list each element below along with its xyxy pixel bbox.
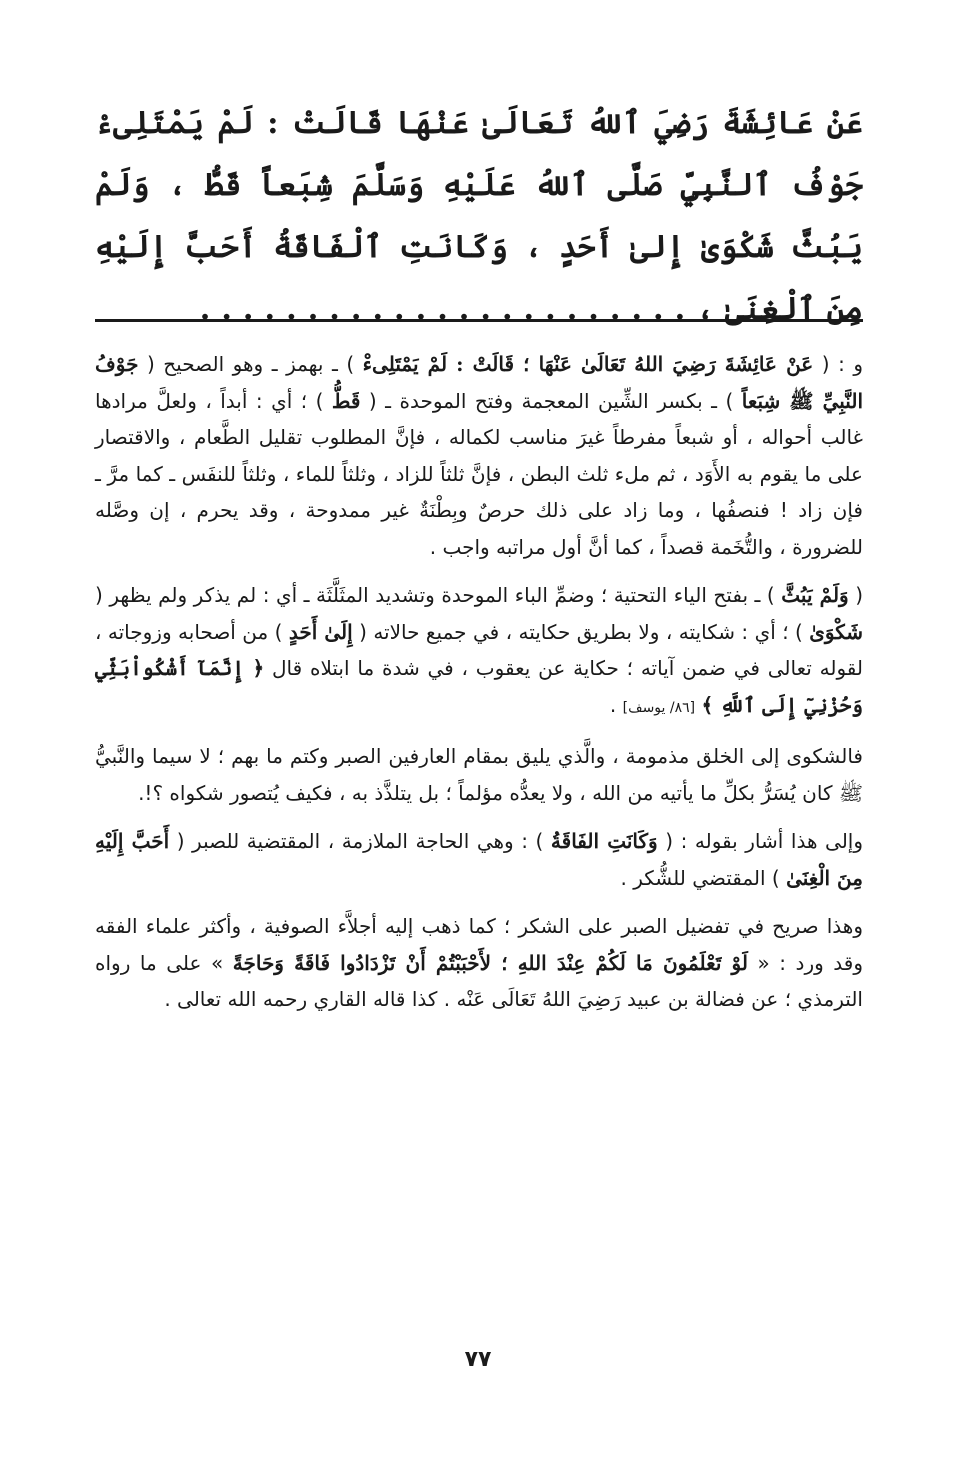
p3-text: فالشكوى إلى الخلق مذمومة ، والَّذي يليق بمقام العارفين الصبر وكتم ما بهم ؛ لا سيما والنَّبيُّ ﷺ كان يُسَرُّ بكلِّ ما يأتيه من الله ، ولا يعدُّه مؤلماً ؛ بل يتلذَّذ به ، فكيف يُتصور شكواه ؟!. bbox=[95, 744, 863, 805]
p4-quote-b: وَكَانَتِ الفَاقَةُ bbox=[550, 829, 658, 853]
p1-quote-d: جَوْفُ النَّبِيِّ ﷺ شِبَعاً bbox=[95, 352, 863, 413]
p1-quote-b: عَنْ عَائِشَةَ رَضِيَ اللهُ تَعَالَىٰ عَنْهَا ؛ قَالَتْ : لَمْ يَمْتَلِىءْ bbox=[362, 352, 814, 376]
commentary-paragraph-5 bbox=[95, 908, 863, 1018]
commentary-paragraph-2 bbox=[95, 577, 863, 726]
p2-text-a: ( bbox=[855, 583, 864, 607]
p5-text-c: » على ما رواه الترمذي ؛ عن فضالة بن عبيد رَضِيَ اللهُ تَعَالَى عَنْه . كذا قاله القاري رحمه الله تعالى . bbox=[95, 950, 863, 1011]
p1-text-a: و : ( bbox=[821, 352, 863, 376]
hadith-text: عَنْ عَائِشَةَ رَضِيَ ٱللهُ تَعَالَىٰ عَنْهَا قَالَتْ : لَمْ يَمْتَلِىءْ جَوْفُ ٱلنَّبِيِّ صَلَّى ٱللهُ عَلَيْهِ وَسَلَّمَ شِبَعاً قَطُّ ، وَلَمْ يَبُثَّ شَكْوَىٰ إِلىٰ أَحَدٍ ، وَكَانَتِ ٱلْفَاقَةُ أَحَبَّ إِلَيْهِ مِنَ ٱلْغِنَىٰ ، . . . . . . . . . . . . . . . . . . . . . . . bbox=[95, 105, 863, 327]
p5-hadith-quote: لَوْ تَعْلَمُونَ مَا لَكُمْ عِنْدَ اللهِ ؛ لأَحْبَبْتُمْ أَنْ تَزْدَادُوا فَاقَةً وَحَاجَةً bbox=[232, 950, 748, 975]
p2-text-e: ) ؛ أي : شكايته ، ولا بطريق حكايته ، في جميع حالاته ( bbox=[359, 619, 803, 644]
page-number: ٧٧ bbox=[464, 1347, 492, 1372]
p5-text-a: وهذا صريح في تفضيل الصبر على الشكر ؛ كما ذهب إليه أجلاَّء الصوفية ، وأكثر علماء الفقه وقد ورد : « bbox=[95, 914, 864, 975]
commentary-paragraph-1 bbox=[95, 346, 863, 565]
p2-verse-reference: [٨٦/ يوسف] bbox=[622, 699, 696, 716]
p4-text-a: وإلى هذا أشار بقوله : ( bbox=[665, 829, 864, 853]
separator-rule bbox=[95, 319, 863, 322]
commentary-block bbox=[95, 346, 863, 1030]
p1-text-c: ) ـ بهمز ـ وهو الصحيح ( bbox=[146, 352, 355, 376]
p4-text-e: ) المقتضي للشُّكر . bbox=[620, 865, 780, 890]
p2-text-g: ) من أصحابه وزوجاته ، لقوله تعالى في ضمن آياته ؛ حكاية عن يعقوب ، في شدة ما ابتلاه قال bbox=[95, 619, 863, 680]
p2-text-j: . bbox=[609, 692, 617, 717]
matn-block bbox=[95, 92, 863, 340]
p1-text-e: ) ـ بكسر الشِّين المعجمة وفتح الموحدة ـ ( bbox=[368, 388, 734, 413]
commentary-paragraph-4 bbox=[95, 823, 863, 896]
p2-quote-d: شَكْوَىٰ bbox=[809, 619, 864, 644]
p4-text-c: ) : وهي الحاجة الملازمة ، المقتضية للصبر ( bbox=[176, 829, 544, 853]
commentary-paragraph-3 bbox=[95, 738, 863, 811]
p2-quote-b: وَلَمْ يَبُثَّ bbox=[781, 583, 849, 607]
p2-quote-f: إِلَىٰ أَحَدٍ bbox=[288, 619, 353, 644]
p1-quote-f: قَطُّ bbox=[331, 388, 361, 413]
p1-text-g: ) ؛ أي : أبداً ، ولعلَّ مرادها غالب أحواله ، أو شبعاً مفرطاً غيرَ مناسب لكماله ، فإنَّ المطلوب تقليل الطَّعام ، والاقتصار على ما يقوم به الأَوَد ، ثم ملء ثلث البطن ، فإنَّ ثلثاً للزاد ، وثلثاً للماء ، وثلثاً للنفَس ـ كما مرَّ ـ فإن زاد ! فنصفُها ، وما زاد على ذلك حرصٌ وبِطْنَةٌ غير ممدوحة ، وقد يحرم ، إن وصَّله للضرورة ، والتُّخَمة قصداً ، كما أنَّ أول مراتبه واجب . bbox=[95, 388, 863, 559]
p4-quote-d: أَحَبَّ إِلَيْهِ مِنَ الْغِنَىٰ bbox=[95, 829, 863, 890]
p2-quran-verse: ﴿ إِنَّمَآ أَشْكُواْبَثِّي وَحُزْنِيٓ إِلَى ٱللَّهِ ﴾ bbox=[95, 656, 863, 717]
p2-text-c: ) ـ بفتح الياء التحتية ؛ وضمِّ الباء الموحدة وتشديد المثَلَّثَة ـ أي : لم يذكر ولم يظهر ( bbox=[95, 583, 775, 607]
